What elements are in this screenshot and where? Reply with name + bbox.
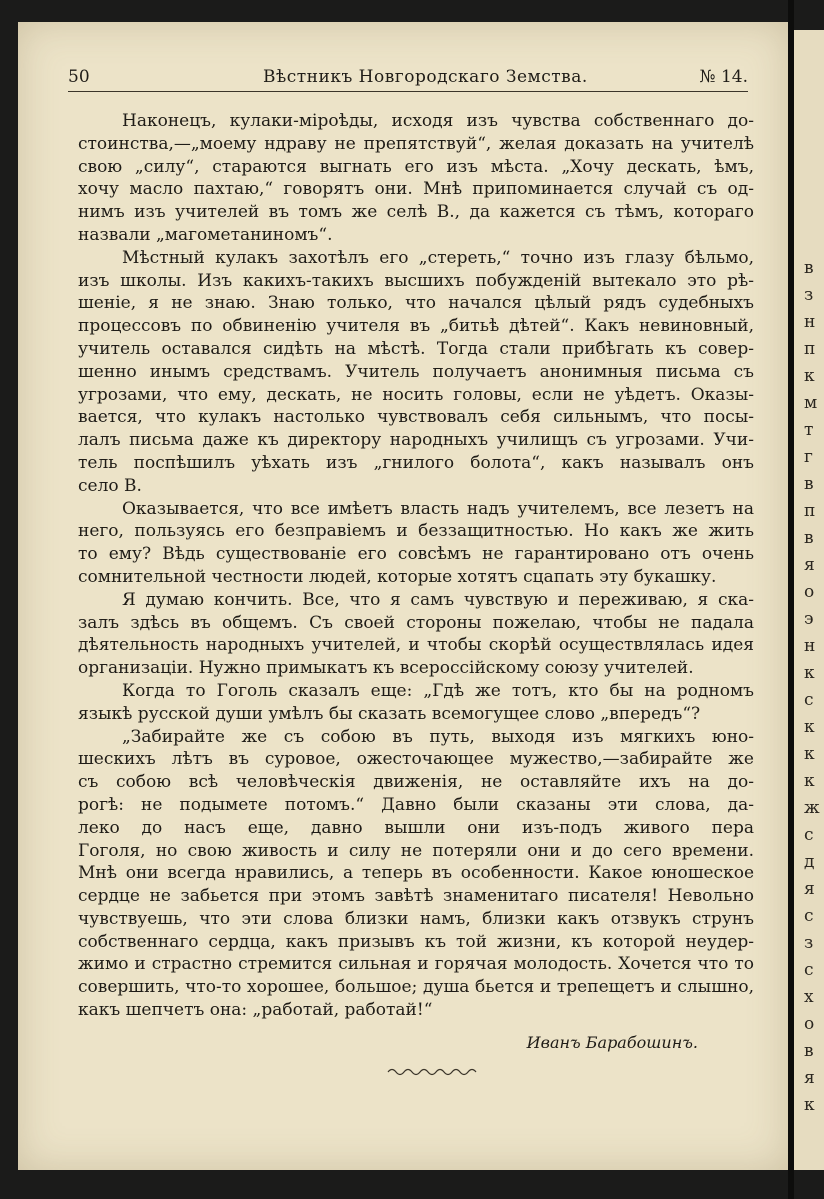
adjacent-page-fragment: н — [804, 312, 816, 332]
text-line: жимо и страстно стремится сильная и горячая молодость. Хочется что то — [78, 954, 754, 975]
adjacent-page-fragment: к — [804, 366, 815, 386]
adjacent-page-fragment: в — [804, 1041, 814, 1061]
adjacent-page-fragment: с — [804, 825, 814, 845]
text-line: Оказывается, что все имѣетъ власть надъ учителемъ, все лезетъ на — [122, 498, 754, 519]
adjacent-page-fragment: д — [804, 852, 815, 872]
text-line: съ собою всѣ человѣческія движенія, не оставляйте ихъ на до- — [78, 772, 754, 793]
adjacent-page-fragment: х — [804, 987, 814, 1007]
text-line: шенно инымъ средствамъ. Учитель получаетъ анонимныя письма съ — [78, 361, 754, 382]
adjacent-page-fragment: о — [804, 1014, 815, 1034]
text-line: собственнаго сердца, какъ призывъ къ той жизни, къ которой неудер- — [78, 931, 754, 952]
text-line: Мнѣ они всегда нравились, а теперь въ особенности. Какое юношеское — [78, 863, 754, 884]
text-line: сердце не забьется при этомъ завѣтѣ знаменитаго писателя! Невольно — [78, 886, 754, 907]
text-line: процессовъ по обвиненію учителя въ „битьѣ дѣтей“. Какъ невиновный, — [78, 316, 754, 337]
text-line: тель поспѣшилъ уѣхать изъ „гнилого болота“, какъ называлъ онъ — [78, 452, 754, 473]
adjacent-page-fragment: т — [804, 420, 814, 440]
text-line: свою „силу“, стараются выгнать его изъ мѣста. „Хочу дескать, ѣмъ, — [78, 156, 754, 177]
adjacent-page-fragment: н — [804, 636, 816, 656]
author-signature: Иванъ Барабошинъ. — [526, 1033, 698, 1052]
adjacent-page-fragment: с — [804, 906, 814, 926]
text-line: хочу масло пахтаю,“ говорятъ они. Мнѣ припоминается случай съ од- — [78, 179, 754, 200]
adjacent-page-fragment: к — [804, 1095, 815, 1115]
adjacent-page-fragment: с — [804, 960, 814, 980]
text-line: леко до насъ еще, давно вышли они изъ-подъ живого пера — [78, 817, 754, 838]
decorative-divider — [386, 1066, 474, 1078]
adjacent-page-fragment: м — [804, 393, 818, 413]
text-line: лалъ письма даже къ директору народныхъ училищъ съ угрозами. Учи- — [78, 430, 754, 451]
text-line: вается, что кулакъ настолько чувствовалъ себя сильнымъ, что посы- — [78, 407, 754, 428]
adjacent-page-fragment: п — [804, 339, 816, 359]
text-line: него, пользуясь его безправіемъ и беззащитностью. Но какъ же жить — [78, 521, 754, 542]
journal-title: Вѣстникъ Новгородскаго Земства. — [263, 67, 588, 87]
issue-number: № 14. — [699, 67, 748, 87]
text-line: Мѣстный кулакъ захотѣлъ его „стереть,“ точно изъ глазу бѣльмо, — [122, 247, 754, 268]
adjacent-page-fragment: я — [804, 1068, 815, 1088]
adjacent-page-fragment: с — [804, 690, 814, 710]
text-line: изъ школы. Изъ какихъ-такихъ высшихъ побужденій вытекало это рѣ- — [78, 270, 754, 291]
adjacent-page-fragment: к — [804, 663, 815, 683]
text-line: Наконецъ, кулаки-міроѣды, исходя изъ чувства собственнаго до- — [122, 111, 754, 131]
document-page — [18, 22, 788, 1170]
page-number: 50 — [68, 67, 90, 87]
adjacent-page-fragment: э — [804, 609, 814, 629]
adjacent-page-fragment: о — [804, 582, 815, 602]
text-line: учитель оставался сидѣть на мѣстѣ. Тогда стали прибѣгать къ совер- — [78, 338, 754, 359]
text-line: сомнительной честности людей, которые хотятъ сцапать эту букашку. — [78, 566, 717, 587]
text-line: языкѣ русской души умѣлъ бы сказать всемогущее слово „впередъ“? — [78, 703, 701, 724]
adjacent-page-fragment: в — [804, 528, 814, 548]
adjacent-page-fragment: к — [804, 744, 815, 764]
adjacent-page-fragment: я — [804, 879, 815, 899]
adjacent-page-fragment: ж — [804, 798, 820, 818]
text-line: Я думаю кончить. Все, что я самъ чувствую и переживаю, я ска- — [122, 589, 754, 610]
text-line: угрозами, что ему, дескать, не носить головы, если не уѣдетъ. Оказы- — [78, 384, 754, 405]
text-line: дѣятельность народныхъ учителей, и чтобы скорѣй осуществлялась идея — [78, 635, 754, 656]
text-line: Гоголя, но свою живость и силу не потеряли они и до сего времени. — [78, 840, 754, 861]
text-line: шескихъ лѣтъ въ суровое, ожесточающее мужество,—забирайте же — [78, 749, 754, 770]
adjacent-page-fragment: в — [804, 474, 814, 494]
adjacent-page-fragment: в — [804, 258, 814, 278]
running-header — [68, 65, 748, 92]
adjacent-page-fragment: з — [804, 285, 814, 305]
adjacent-page-fragment: к — [804, 771, 815, 791]
text-line: „Забирайте же съ собою въ путь, выходя изъ мягкихъ юно- — [122, 726, 754, 747]
text-line: рогѣ: не подымете потомъ.“ Давно были сказаны эти слова, да- — [78, 794, 754, 815]
text-line: Когда то Гоголь сказалъ еще: „Гдѣ же тотъ, кто бы на родномъ — [122, 680, 754, 701]
text-line: совершить, что-то хорошее, большое; душа бьется и трепещетъ и слышно, — [78, 977, 754, 998]
adjacent-page-fragment: п — [804, 501, 816, 521]
adjacent-page-fragment: я — [804, 555, 815, 575]
adjacent-page-fragment: з — [804, 933, 814, 953]
text-line: чувствуешь, что эти слова близки намъ, близки какъ отзвукъ струнъ — [78, 908, 754, 929]
text-line: то ему? Вѣдь существованіе его совсѣмъ не гарантировано отъ очень — [78, 544, 754, 565]
text-line: шеніе, я не знаю. Знаю только, что начался цѣлый рядъ судебныхъ — [78, 293, 754, 314]
text-line: залъ здѣсь въ общемъ. Съ своей стороны пожелаю, чтобы не падала — [78, 612, 754, 633]
adjacent-page-edge — [794, 30, 824, 1170]
article-body — [78, 110, 754, 1022]
text-line: нимъ изъ учителей въ томъ же селѣ В., да кажется съ тѣмъ, котораго — [78, 202, 754, 223]
adjacent-page-fragment: г — [804, 447, 813, 467]
text-line: какъ шепчетъ она: „работай, работай!“ — [78, 1000, 433, 1021]
text-line: организаціи. Нужно примыкатъ къ всероссійскому союзу учителей. — [78, 658, 694, 679]
text-line: село В. — [78, 475, 142, 496]
adjacent-page-fragment: к — [804, 717, 815, 737]
text-line: стоинства,—„моему ндраву не препятствуй“, желая доказать на учителѣ — [78, 133, 754, 154]
text-line: назвали „магометаниномъ“. — [78, 224, 333, 245]
